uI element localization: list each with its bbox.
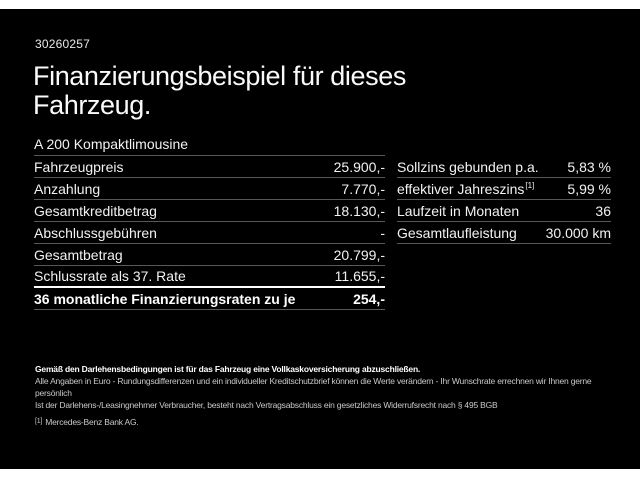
row-label: Anzahlung	[34, 180, 101, 197]
row-value: 5,99 %	[567, 180, 611, 197]
row-value: 30.000 km	[545, 224, 611, 241]
row-value: 20.799,-	[333, 246, 385, 263]
footnote-reference	[35, 416, 620, 428]
page-title-line2: Fahrzeug.	[33, 90, 151, 120]
table-row	[34, 244, 385, 266]
table-row	[397, 178, 611, 200]
row-label: Abschlussgebühren	[34, 224, 157, 241]
table-row	[397, 200, 611, 222]
legal-line: Alle Angaben in Euro - Rundungsdifferenzen und ein individueller Kreditschutzbrief können die Werte verändern - Ihr Wunschrate errechnen wir Ihnen gerne persönlich	[35, 376, 592, 398]
table-row	[34, 200, 385, 222]
row-label: Laufzeit in Monaten	[397, 202, 520, 219]
row-value: 254,-	[353, 290, 385, 307]
row-value: 36	[595, 202, 611, 219]
row-value: 25.900,-	[333, 158, 385, 175]
row-label: Sollzins gebunden p.a.	[397, 158, 539, 175]
finance-table	[34, 133, 385, 310]
row-label: effektiver Jahreszins[1]	[397, 180, 535, 197]
table-row	[397, 156, 611, 178]
footnote-marker: [1]	[525, 180, 535, 190]
finance-example-panel	[0, 9, 640, 469]
table-row	[34, 222, 385, 244]
legal-footnotes	[35, 363, 620, 428]
row-label: 36 monatliche Finanzierungsraten zu je	[34, 290, 296, 307]
row-value: 7.770,-	[341, 180, 385, 197]
page-title-line1: Finanzierungsbeispiel für dieses	[33, 61, 406, 91]
conditions-table	[397, 156, 611, 244]
offer-id: 30260257	[35, 37, 90, 51]
row-value: 11.655,-	[334, 268, 385, 284]
legal-line: Ist der Darlehens-/Leasingnehmer Verbraucher, besteht nach Vertragsabschluss ein gesetzliches Widerrufsrecht nach § 495 BGB	[35, 400, 498, 410]
table-row	[34, 178, 385, 200]
row-value: 18.130,-	[333, 202, 385, 219]
row-label: Gesamtbetrag	[34, 246, 123, 263]
page-title	[33, 62, 406, 120]
table-row	[34, 156, 385, 178]
vehicle-model: A 200 Kompaktlimousine	[34, 133, 385, 156]
row-label: Gesamtkreditbetrag	[34, 202, 157, 219]
row-label: Schlussrate als 37. Rate	[34, 268, 186, 284]
footnote-ref-marker: [1]	[35, 418, 43, 425]
row-value: 5,83 %	[567, 158, 611, 175]
footnote-ref-text: Mercedes-Benz Bank AG.	[45, 417, 139, 427]
row-label: Gesamtlaufleistung	[397, 224, 517, 241]
table-row-monthly-rate	[34, 288, 385, 310]
legal-bold-line: Gemäß den Darlehensbedingungen ist für das Fahrzeug eine Vollkaskoversicherung abzuschließen.	[35, 364, 421, 374]
row-label: Fahrzeugpreis	[34, 158, 124, 175]
table-row	[397, 222, 611, 244]
row-value: -	[380, 224, 385, 241]
table-row	[34, 266, 385, 288]
